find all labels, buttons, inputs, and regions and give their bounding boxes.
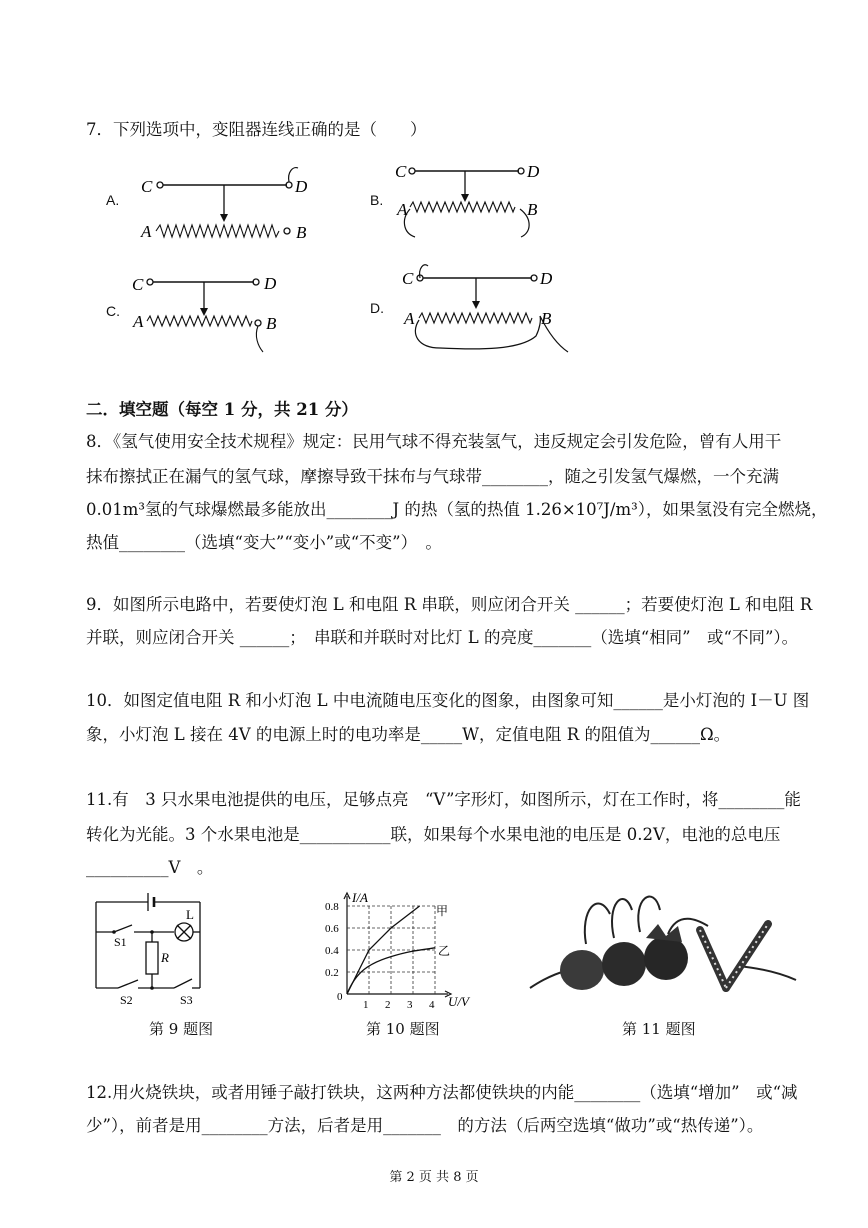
q8-line-1: 8．《氢气使用安全技术规程》规定：民用气球不得充装氢气，违反规定会引发危险，曾有人用干	[86, 432, 782, 451]
rheostat-diagram-b	[393, 157, 563, 242]
svg-text:C: C	[132, 275, 144, 294]
y-tick-label: 0.6	[325, 923, 339, 935]
figure-9-caption: 第 9 题图	[149, 1020, 214, 1038]
terminal-c-label: C	[141, 177, 153, 196]
q12-line-1: 12.用火烧铁块，或者用锤子敲打铁块，这两种方法都使铁块的内能________（选填“增加” 或“减	[86, 1083, 798, 1102]
svg-text:B: B	[266, 314, 277, 333]
option-c-label: C.	[106, 303, 120, 319]
svg-text:A: A	[397, 200, 408, 219]
circuit-diagram	[88, 880, 218, 1010]
option-d-label: D.	[370, 300, 384, 316]
x-tick-label: 2	[385, 999, 391, 1010]
resistor-r-label: R	[161, 950, 169, 965]
page-footer: 第 2 页 共 8 页	[389, 1170, 479, 1185]
svg-text:A: A	[404, 309, 415, 328]
y-tick-label: 0.8	[325, 901, 339, 913]
x-tick-label: 4	[429, 999, 435, 1010]
terminal-a-label: A	[141, 222, 152, 241]
svg-text:C: C	[402, 269, 414, 288]
y-tick-label: 0.2	[325, 967, 339, 979]
option-a-label: A.	[106, 192, 120, 208]
series-jia-label: 甲	[436, 904, 449, 918]
rheostat-diagram-c	[130, 268, 290, 360]
terminal-d-label: D	[295, 177, 308, 196]
series-yi-label: 乙	[438, 944, 451, 958]
terminal-b-label: B	[296, 223, 307, 242]
q12-line-2: 少”），前者是用________方法，后者是用_______ 的方法（后两空选填“做功”或“热传递”）。	[86, 1116, 764, 1135]
q7-stem: 7．下列选项中，变阻器连线正确的是（ ）	[86, 120, 427, 139]
x-tick-label: 1	[363, 999, 369, 1010]
q8-line-2: 抹布擦拭正在漏气的氢气球，摩擦导致干抹布与气球带________，随之引发氢气爆燃，一个充满	[86, 467, 779, 486]
x-tick-label: 3	[407, 999, 413, 1010]
svg-text:A: A	[133, 312, 144, 331]
q9-line-1: 9．如图所示电路中，若要使灯泡 L 和电阻 R 串联，则应闭合开关 ______；若要使灯泡 L 和电阻 R	[86, 595, 813, 614]
svg-text:B: B	[527, 200, 538, 219]
q10-line-1: 10．如图定值电阻 R 和小灯泡 L 中电流随电压变化的图象，由图象可知______是小灯泡的 I－U 图	[86, 691, 810, 710]
figure-11-caption: 第 11 题图	[622, 1020, 696, 1038]
svg-text:D: D	[527, 162, 540, 181]
q9-line-2: 并联，则应闭合开关 ______； 串联和并联时对比灯 L 的亮度_______（选填“相同” 或“不同”）。	[86, 628, 799, 647]
rheostat-diagram-a	[138, 162, 318, 244]
switch-s1-label: S1	[114, 935, 127, 949]
svg-text:B: B	[541, 309, 552, 328]
svg-text:C: C	[395, 162, 407, 181]
switch-s3-label: S3	[180, 993, 193, 1007]
option-b-label: B.	[370, 192, 384, 208]
switch-s2-label: S2	[120, 993, 133, 1007]
svg-text:D: D	[540, 269, 553, 288]
q11-line-2: 转化为光能。3 个水果电池是___________联，如果每个水果电池的电压是 0.2V，电池的总电压	[86, 825, 781, 844]
y-tick-label: 0.4	[325, 945, 339, 957]
svg-text:D: D	[264, 274, 277, 293]
q8-line-4: 热值________（选填“变大”“变小”或“不变”） 。	[86, 533, 442, 552]
q10-line-2: 象，小灯泡 L 接在 4V 的电源上时的电功率是_____W，定值电阻 R 的阻值为______Ω。	[86, 725, 731, 744]
iu-graph	[320, 888, 480, 1010]
fruit-battery-photo	[528, 880, 798, 1000]
lamp-l-label: L	[186, 907, 194, 922]
y-axis-label: I/A	[352, 890, 368, 905]
q8-line-3: 0.01m³氢的气球爆燃最多能放出________J 的热（氢的热值 1.26×10⁷J/m³），如果氢没有完全燃烧，	[86, 500, 828, 519]
q11-line-3: __________V 。	[86, 858, 214, 877]
x-axis-label: U/V	[448, 994, 469, 1009]
figure-10-caption: 第 10 题图	[366, 1020, 440, 1038]
section-heading: 二．填空题（每空 1 分，共 21 分）	[86, 400, 358, 419]
rheostat-diagram-d	[400, 262, 575, 357]
origin-label: 0	[337, 991, 343, 1003]
q11-line-1: 11.有 3 只水果电池提供的电压，足够点亮 “V”字形灯，如图所示，灯在工作时，将________能	[86, 790, 801, 809]
